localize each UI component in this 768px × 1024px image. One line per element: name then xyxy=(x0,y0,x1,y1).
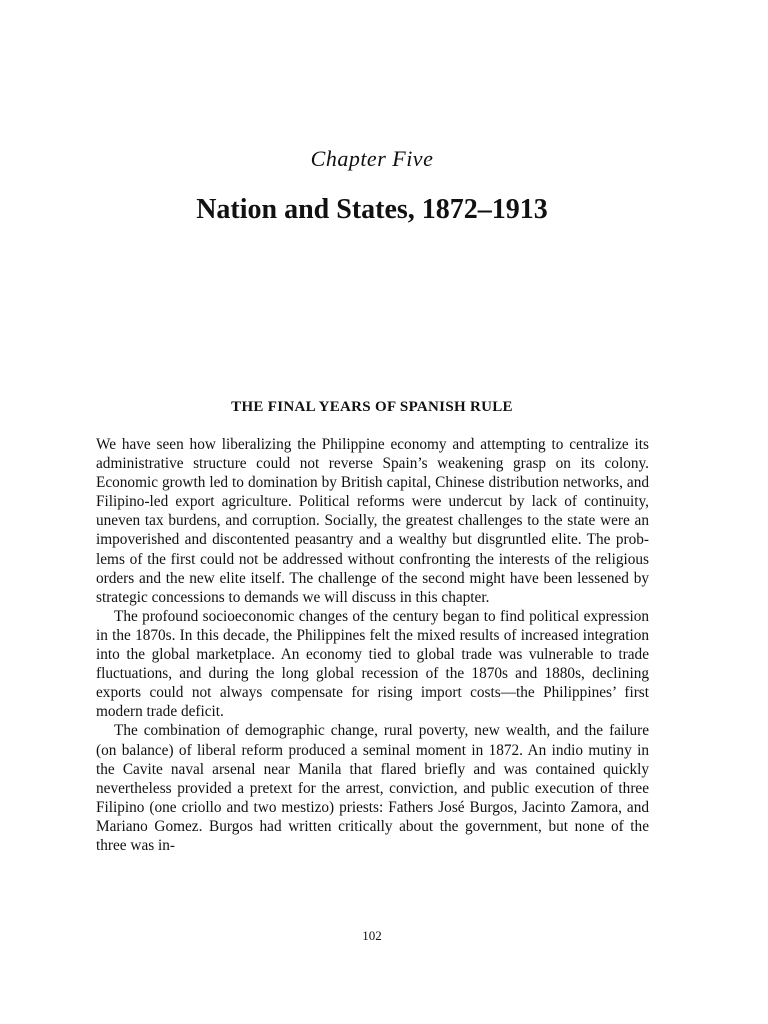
chapter-label: Chapter Five xyxy=(310,146,434,171)
page-number: 102 xyxy=(362,928,382,943)
paragraph-3: The combination of demographic change, rural poverty, new wealth, and the failure (on balance) of liberal reform produced a seminal moment in 1872. An indio mutiny in the Cavite naval arsenal near Manila that flared briefly and was contained quickly nevertheless provided a pretext for the arrest, conviction, and public execution of three Filipino (one criollo and two mestizo) priests: Fathers José Burgos, Jacinto Zamora, and Mariano Gomez. Burgos had written critically about the government, but none of the three was in- xyxy=(96,722,649,854)
body-text xyxy=(96,435,649,855)
chapter-title: Nation and States, 1872–1913 xyxy=(196,194,548,225)
paragraph-2: The profound socioeconomic changes of the century began to find political expression in the 1870s. In this decade, the Philippines felt the mixed results of increased integration into the global marketplace. An economy tied to global trade was vulnerable to trade fluctuations, and during the long global recession of the 1870s and 1880s, declining exports could not always compensate for rising import costs—the Philippines’ first modern trade deficit. xyxy=(96,607,649,721)
paragraph-1: We have seen how liberalizing the Philippine economy and attempting to centralize its administrative structure could not reverse Spain’s weakening grasp on its colony. Economic growth led to domination by British capital, Chinese distribution networks, and Filipino-led export agriculture. Political reforms were undercut by lack of continuity, uneven tax burdens, and corruption. Socially, the greatest challenges to the state were an impoverished and discontented peasantry and a wealthy but disgruntled elite. The problems of the first could not be addressed without confronting the interests of the religious orders and the new elite itself. The challenge of the second might have been lessened by strategic concessions to demands we will discuss in this chapter. xyxy=(96,436,649,606)
section-heading: THE FINAL YEARS OF SPANISH RULE xyxy=(231,399,513,415)
